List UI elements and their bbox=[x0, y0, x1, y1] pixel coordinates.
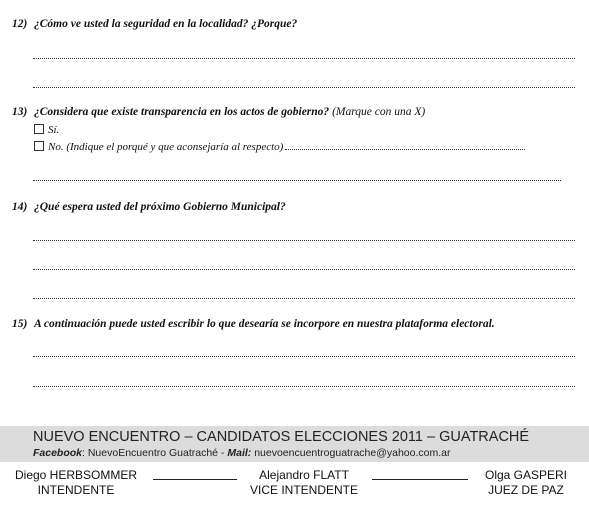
answer-line[interactable] bbox=[33, 356, 575, 357]
option-label: No. (Indique el porqué y que aconsejaría al respecto) bbox=[48, 141, 284, 153]
candidate-juez-de-paz bbox=[470, 468, 582, 498]
answer-line[interactable] bbox=[33, 180, 561, 181]
question-note: (Marque con una X) bbox=[332, 106, 426, 118]
candidate-role: VICE INTENDENTE bbox=[249, 483, 358, 497]
question-text: ¿Considera que existe transparencia en los actos de gobierno? bbox=[34, 106, 330, 118]
question-text: ¿Qué espera usted del próximo Gobierno Municipal? bbox=[34, 201, 286, 213]
checkbox-no[interactable] bbox=[34, 141, 44, 151]
answer-line[interactable] bbox=[33, 58, 575, 59]
question-text: ¿Cómo ve usted la seguridad en la localidad? ¿Porque? bbox=[34, 18, 298, 30]
candidate-role: INTENDENTE bbox=[37, 483, 115, 497]
candidate-name: Alejandro FLATT bbox=[259, 468, 349, 482]
candidate-intendente bbox=[10, 468, 142, 498]
candidate-name: Olga GASPERI bbox=[484, 468, 568, 482]
answer-line[interactable] bbox=[285, 149, 525, 150]
question-15 bbox=[12, 318, 495, 330]
question-number: 15) bbox=[12, 318, 28, 330]
answer-line[interactable] bbox=[33, 240, 575, 241]
mail-value: nuevoencuentroguatrache@yahoo.com.ar bbox=[251, 447, 451, 459]
signature-divider bbox=[153, 479, 237, 480]
facebook-value: : NuevoEncuentro Guatraché - bbox=[82, 447, 225, 459]
option-si bbox=[34, 124, 59, 136]
answer-line[interactable] bbox=[33, 298, 575, 299]
option-no bbox=[34, 141, 525, 153]
facebook-label: Facebook bbox=[33, 447, 83, 459]
question-number: 14) bbox=[12, 201, 28, 213]
checkbox-si[interactable] bbox=[34, 124, 44, 134]
footer-contact bbox=[33, 447, 450, 459]
signature-divider bbox=[372, 479, 468, 480]
candidate-name: Diego HERBSOMMER bbox=[14, 468, 138, 482]
answer-line[interactable] bbox=[33, 386, 575, 387]
question-text: A continuación puede usted escribir lo que desearía se incorpore en nuestra plataforma electoral. bbox=[34, 318, 495, 330]
answer-line[interactable] bbox=[33, 269, 575, 270]
question-14 bbox=[12, 201, 286, 213]
question-12 bbox=[12, 18, 297, 30]
mail-label: Mail: bbox=[227, 447, 252, 459]
footer-title: NUEVO ENCUENTRO – CANDIDATOS ELECCIONES 2011 – GUATRACHÉ bbox=[33, 429, 530, 445]
option-label: Sí. bbox=[48, 124, 60, 136]
question-number: 12) bbox=[12, 18, 28, 30]
candidate-role: JUEZ DE PAZ bbox=[488, 483, 564, 497]
question-number: 13) bbox=[12, 106, 28, 118]
candidate-vice-intendente bbox=[237, 468, 371, 498]
answer-line[interactable] bbox=[33, 87, 575, 88]
question-13 bbox=[12, 106, 425, 118]
